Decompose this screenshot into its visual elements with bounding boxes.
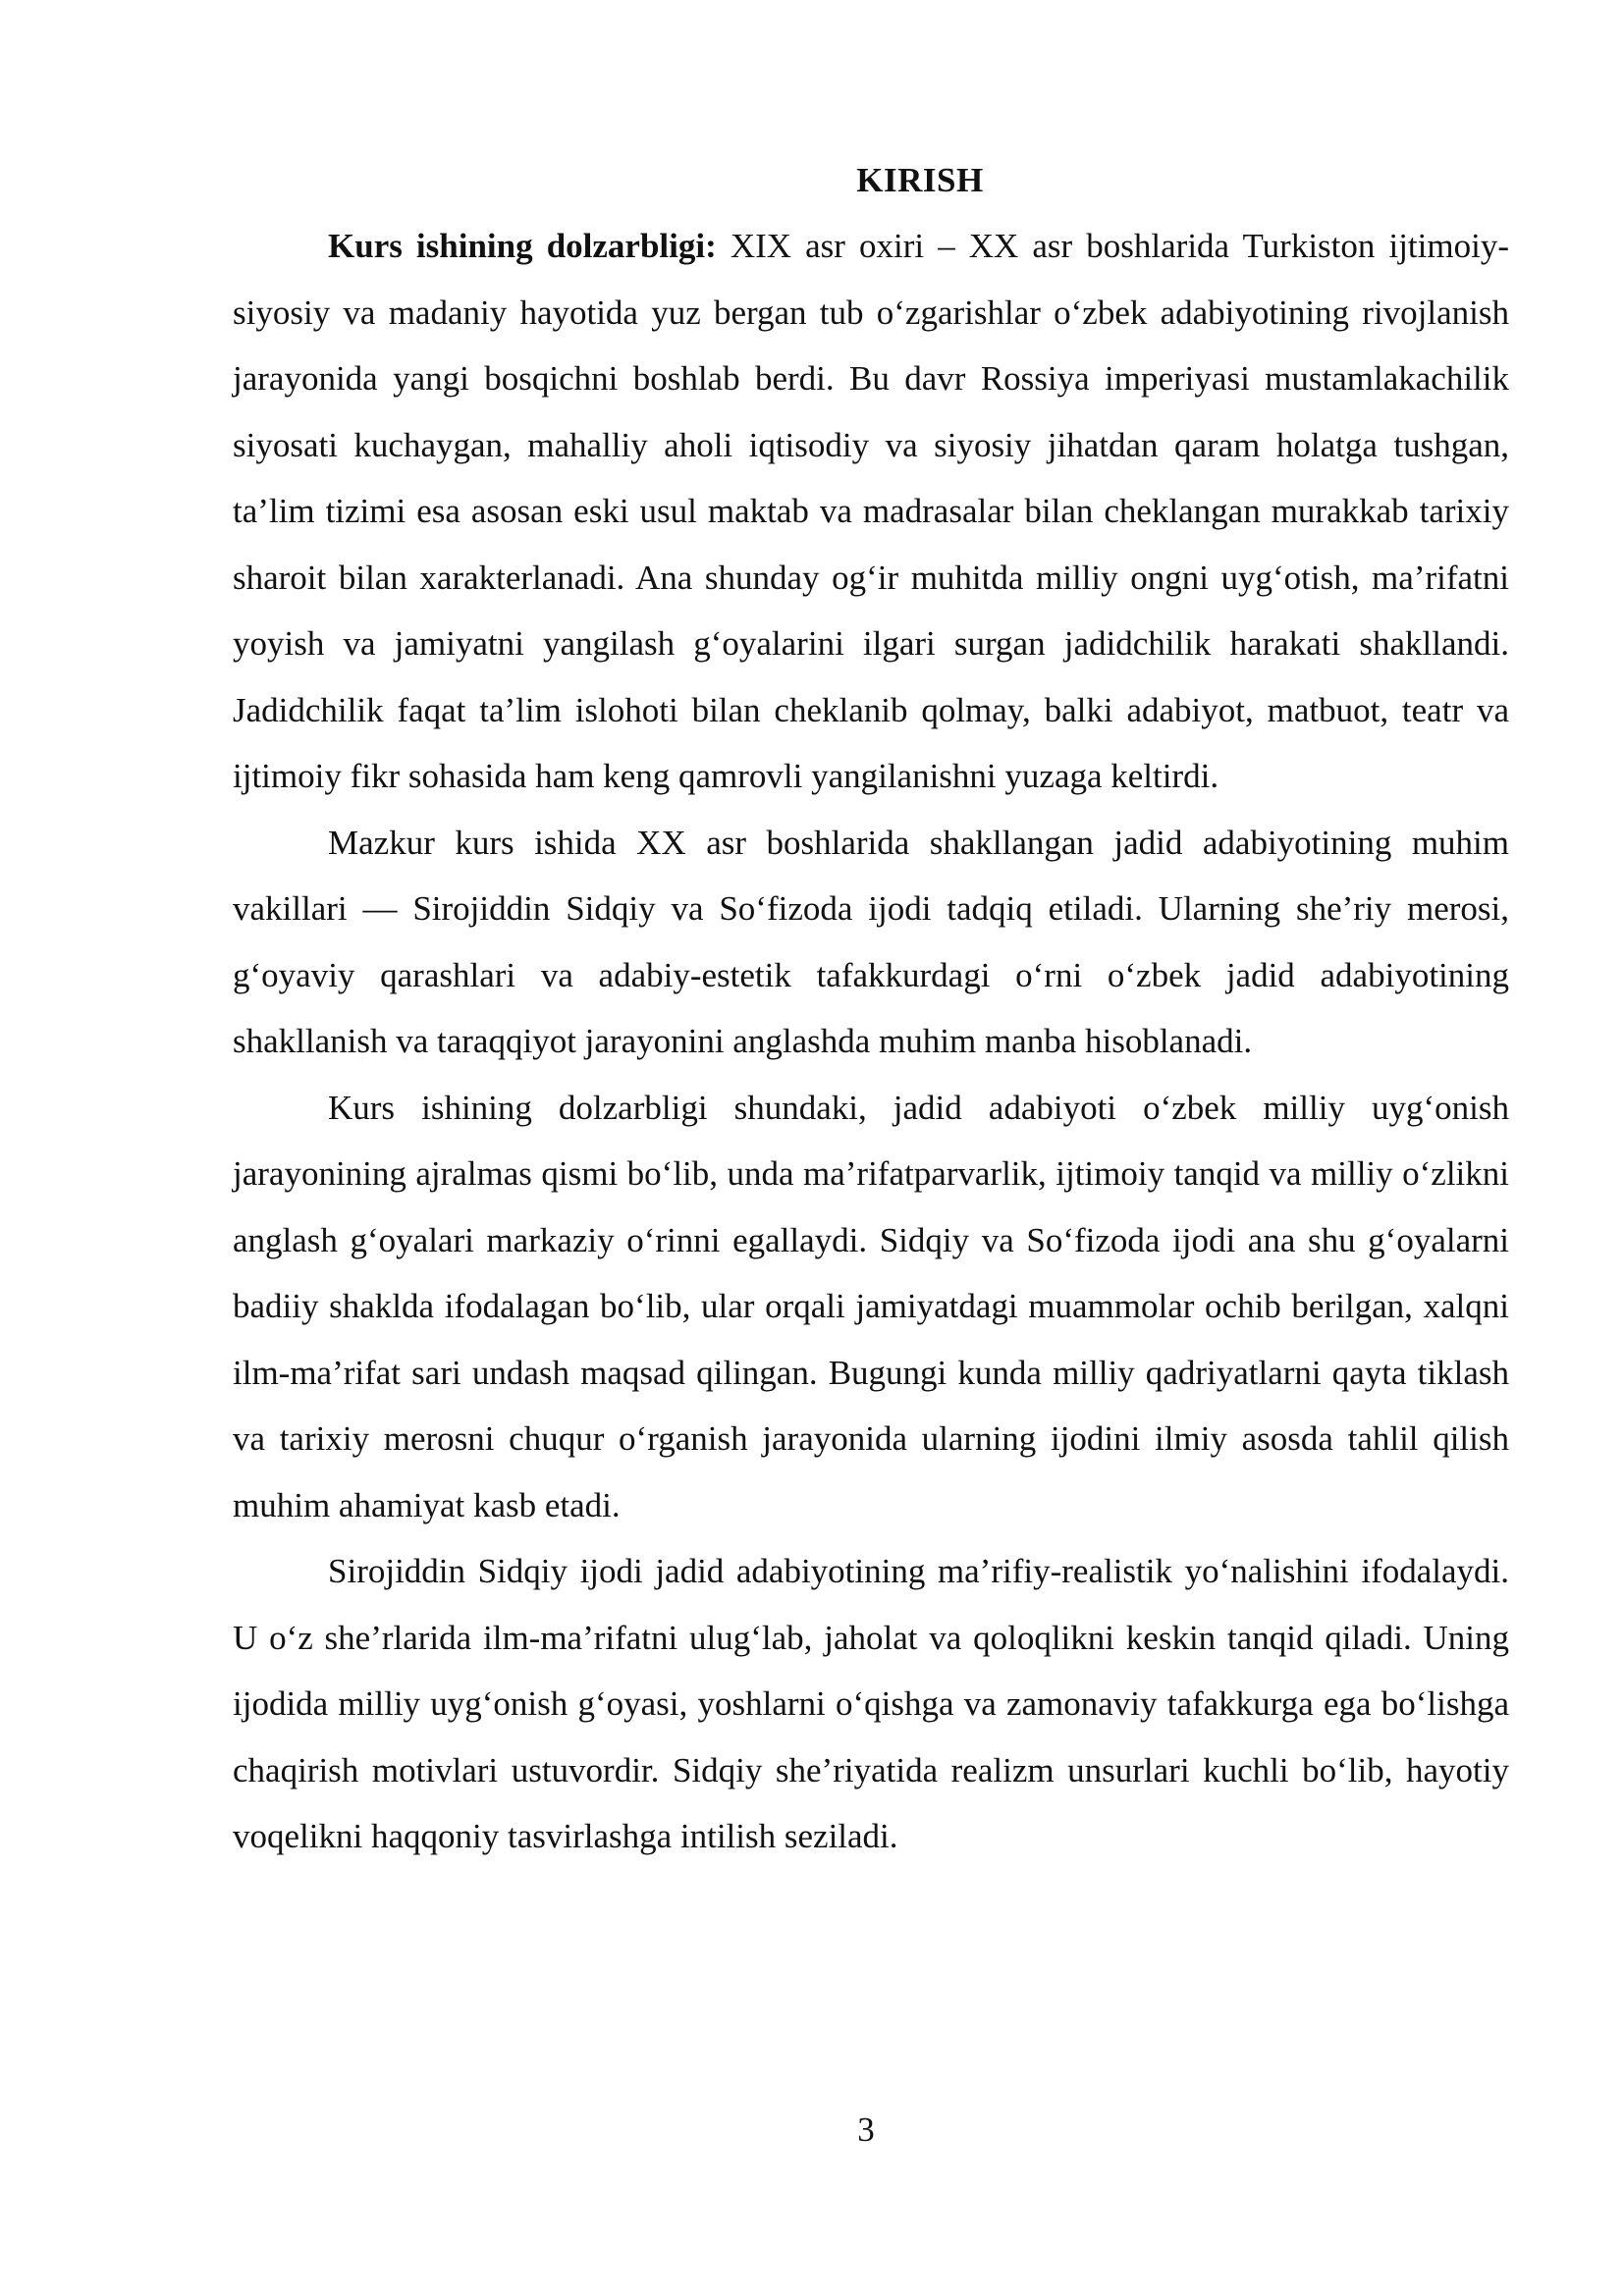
page-title: KIRISH — [856, 161, 984, 199]
paragraph — [233, 213, 1509, 810]
paragraph-text: XIX asr oxiri – XX asr boshlarida Turkiston ijtimoiy-siyosiy va madaniy hayotida yuz bergan tub o‘zgarishlar o‘zbek adabiyotining rivojlanish jarayonida yangi bosqichni boshlab berdi. Bu davr Rossiya imperiyasi mustamlakachilik siyosati kuchaygan, mahalliy aholi iqtisodiy va siyosiy jihatdan qaram holatga tushgan, ta’lim tizimi esa asosan eski usul maktab va madrasalar bilan cheklangan murakkab tarixiy sharoit bilan xarakterlanadi. Ana shunday og‘ir muhitda milliy ongni uyg‘otish, ma’rifatni yoyish va jamiyatni yangilash g‘oyalarini ilgari surgan jadidchilik harakati shakllandi. Jadidchilik faqat ta’lim islohoti bilan cheklanib qolmay, balki adabiyot, matbuot, teatr va ijtimoiy fikr sohasida ham keng qamrovli yangilanishni yuzaga keltirdi. — [233, 227, 1509, 795]
page-content — [233, 147, 1509, 1870]
paragraph: Sirojiddin Sidqiy ijodi jadid adabiyotining ma’rifiy-realistik yo‘nalishini ifodalaydi. U o‘z she’rlarida ilm-ma’rifatni ulug‘lab, jaholat va qoloqlikni keskin tanqid qiladi. Uning ijodida milliy uyg‘onish g‘oyasi, yoshlarni o‘qishga va zamonaviy tafakkurga ega bo‘lishga chaqirish motivlari ustuvordir. Sidqiy she’riyatida realizm unsurlari kuchli bo‘lib, hayotiy voqelikni haqqoniy tasvirlashga intilish seziladi. — [233, 1552, 1509, 1855]
paragraph: Mazkur kurs ishida XX asr boshlarida shakllangan jadid adabiyotining muhim vakillari — Sirojiddin Sidqiy va So‘fizoda ijodi tadqiq etiladi. Ularning she’riy merosi, g‘oyaviy qarashlari va adabiy-estetik tafakkurdagi o‘rni o‘zbek jadid adabiyotining shakllanish va taraqqiyot jarayonini anglashda muhim manba hisoblanadi. — [233, 823, 1509, 1060]
paragraph-lead: Kurs ishining dolzarbligi: — [328, 227, 717, 265]
paragraph: Kurs ishining dolzarbligi shundaki, jadid adabiyoti o‘zbek milliy uyg‘onish jarayonining ajralmas qismi bo‘lib, unda ma’rifatparvarlik, ijtimoiy tanqid va milliy o‘zlikni anglash g‘oyalari markaziy o‘rinni egallaydi. Sidqiy va So‘fizoda ijodi ana shu g‘oyalarni badiiy shaklda ifodalagan bo‘lib, ular orqali jamiyatdagi muammolar ochib berilgan, xalqni ilm-ma’rifat sari undash maqsad qilingan. Bugungi kunda milliy qadriyatlarni qayta tiklash va tarixiy merosni chuqur o‘rganish jarayonida ularning ijodini ilmiy asosda tahlil qilish muhim ahamiyat kasb etadi. — [233, 1088, 1509, 1524]
page-number: 3 — [857, 2110, 875, 2149]
